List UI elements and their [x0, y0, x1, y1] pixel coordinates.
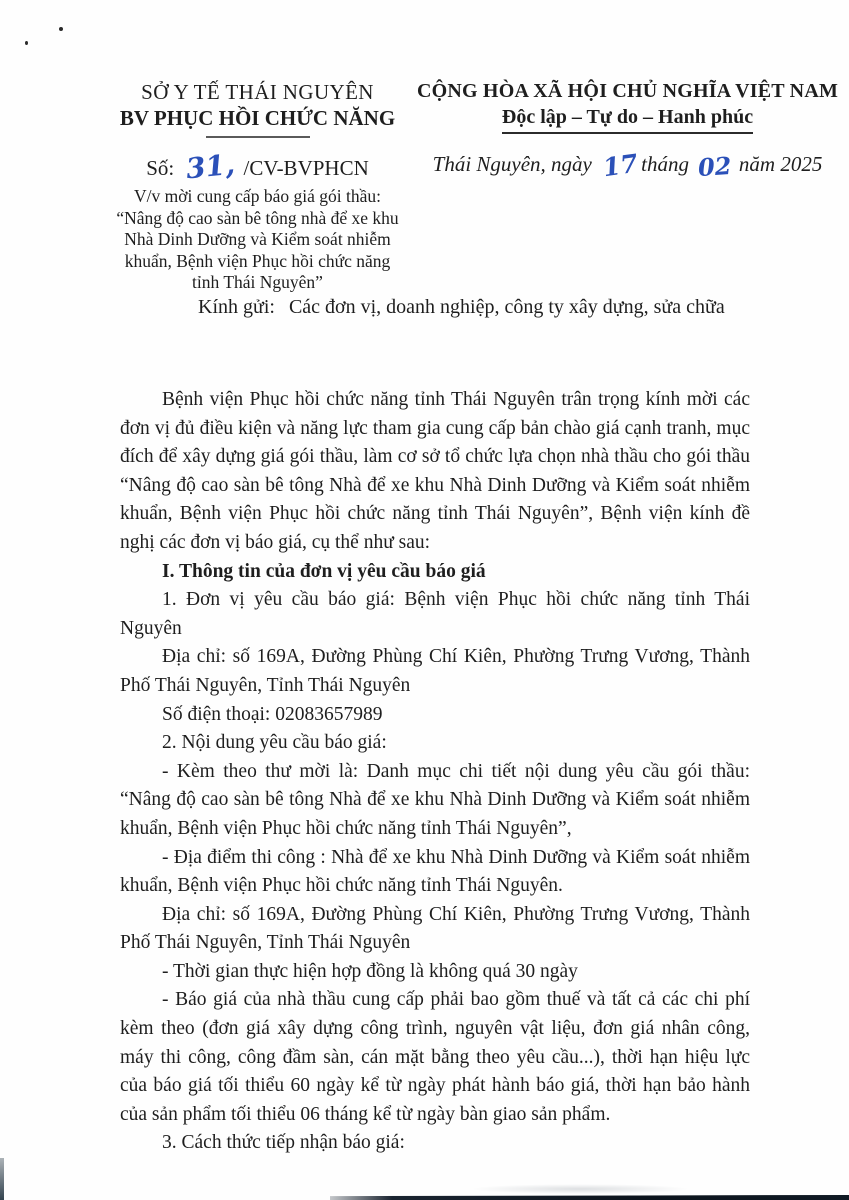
- national-motto: Độc lập – Tự do – Hanh phúc: [502, 106, 753, 134]
- body-item-quote-reception: 3. Cách thức tiếp nhận báo giá:: [162, 1132, 405, 1154]
- salutation-line: [198, 296, 725, 319]
- parent-org-name: SỞ Y TẾ THÁI NGUYÊN: [141, 80, 374, 104]
- salutation-label: Kính gửi:: [198, 296, 275, 318]
- document-number-label: Số:: [146, 156, 175, 180]
- body-item-request-content: 2. Nội dung yêu cầu báo giá:: [162, 732, 387, 754]
- letter-body: [120, 386, 750, 1158]
- date-line: [415, 148, 840, 183]
- scan-left-edge: [0, 1158, 4, 1200]
- body-item-attachment: - Kèm theo thư mời là: Danh mục chi tiết nội dung yêu cầu gói thầu: “Nâng độ cao sàn bê tông Nhà để xe khu Nhà Dinh Dưỡng và Kiểm soát nhiễm khuẩn, Bệnh viện Phục hồi chức năng tỉnh Thái Nguyên”,: [120, 760, 750, 839]
- subject-line: V/v mời cung cấp báo giá gói thầu:: [134, 186, 381, 206]
- header-underline: [206, 136, 310, 138]
- scan-speck: [25, 41, 28, 45]
- date-mid: tháng: [641, 152, 690, 176]
- subject-line: tỉnh Thái Nguyên”: [192, 272, 323, 292]
- scan-speck: [59, 27, 63, 31]
- section-heading-1: I. Thông tin của đơn vị yêu cầu báo giá: [162, 560, 486, 582]
- document-number-suffix: /CV-BVPHCN: [243, 156, 369, 180]
- body-paragraph-intro: Bệnh viện Phục hồi chức năng tỉnh Thái Nguyên trân trọng kính mời các đơn vị đủ điều kiện và năng lực tham gia cung cấp bản chào giá cạnh tranh, mục đích để xây dựng giá gói thầu, làm cơ sở tổ chức lựa chọn nhà thầu cho gói thầu “Nâng độ cao sàn bê tông Nhà để xe khu Nhà Dinh Dưỡng và Kiểm soát nhiễm khuẩn, Bệnh viện Phục hồi chức năng tỉnh Thái Nguyên”, Bệnh viện kính đề nghị các đơn vị báo giá, cụ thể như sau:: [120, 389, 750, 553]
- body-item-address: Địa chỉ: số 169A, Đường Phùng Chí Kiên, Phường Trưng Vương, Thành Phố Thái Nguyên, Tỉnh Thái Nguyên: [120, 646, 750, 696]
- body-item-construction-site: - Địa điểm thi công : Nhà để xe khu Nhà Dinh Dưỡng và Kiểm soát nhiễm khuẩn, Bệnh viện Phục hồi chức năng tỉnh Thái Nguyên.: [120, 846, 750, 897]
- date-prefix: Thái Nguyên, ngày: [432, 152, 592, 176]
- issuer-header: [85, 80, 430, 294]
- scan-bottom-edge: [330, 1195, 849, 1200]
- body-item-requesting-unit: 1. Đơn vị yêu cầu báo giá: Bệnh viện Phục hồi chức năng tỉnh Thái Nguyên: [120, 589, 750, 639]
- handwritten-day: 17: [601, 148, 640, 183]
- body-item-address-2: Địa chỉ: số 169A, Đường Phùng Chí Kiên, Phường Trưng Vương, Thành Phố Thái Nguyên, Tỉnh Thái Nguyên: [120, 903, 750, 954]
- national-title: CỘNG HÒA XÃ HỘI CHỦ NGHĨA VIỆT NAM: [416, 80, 839, 102]
- salutation-recipients: Các đơn vị, doanh nghiệp, công ty xây dựng, sửa chữa: [288, 296, 725, 318]
- subject-line: Nhà Dinh Dưỡng và Kiểm soát nhiễm: [124, 229, 391, 249]
- body-item-phone: Số điện thoại: 02083657989: [162, 703, 383, 725]
- subject-line: khuẩn, Bệnh viện Phục hồi chức năng: [124, 250, 391, 271]
- document-subject: [85, 186, 430, 294]
- handwritten-document-number: 31,: [183, 147, 236, 186]
- body-item-contract-duration: - Thời gian thực hiện hợp đồng là không quá 30 ngày: [162, 960, 578, 982]
- hospital-name: BV PHỤC HỒI CHỨC NĂNG: [119, 106, 396, 130]
- scan-smudge: [470, 1184, 690, 1194]
- handwritten-month: 02: [697, 150, 733, 183]
- body-item-quote-requirements: - Báo giá của nhà thầu cung cấp phải bao gồm thuế và tất cả các chi phí kèm theo (đơn giá xây dựng công trình, nguyên vật liệu, đơn giá nhân công, máy thi công, công đầm sàn, cán mặt bằng theo yêu cầu...), thời hạn hiệu lực của báo giá tối thiểu 60 ngày kể từ ngày phát hành báo giá, thời hạn bảo hành của sản phẩm tối thiểu 06 tháng kể từ ngày bàn giao sản phẩm.: [120, 989, 750, 1125]
- document-number-line: [85, 147, 430, 186]
- subject-line: “Nâng độ cao sàn bê tông nhà để xe khu: [116, 207, 399, 228]
- date-suffix: năm 2025: [738, 152, 823, 176]
- national-header: [415, 80, 840, 183]
